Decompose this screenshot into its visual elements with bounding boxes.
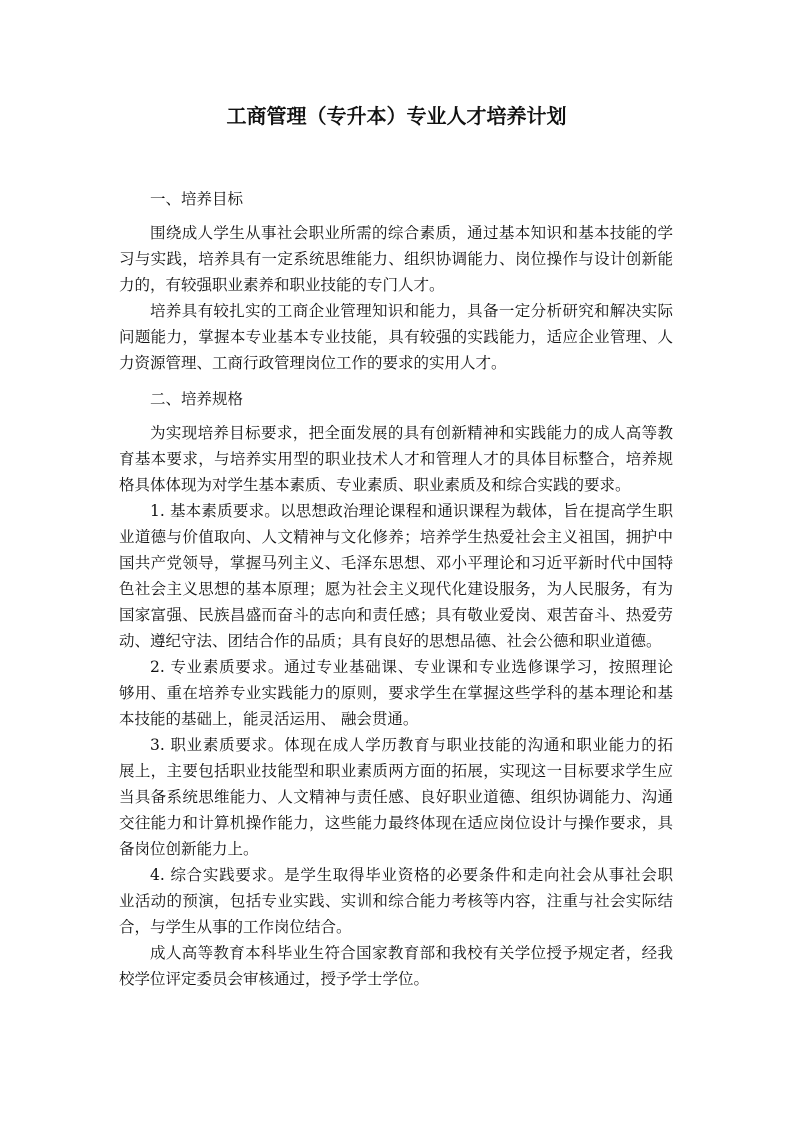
paragraph-line: 当具备系统思维能力、人文精神与责任感、良好职业道德、组织协调能力、沟通	[119, 788, 673, 806]
paragraph-line: 够用、重在培养专业实践能力的原则，要求学生在掌握这些学科的基本理论和基	[119, 684, 673, 702]
paragraph-line: 业道德与价值取向、人文精神与文化修养；培养学生热爱社会主义祖国，拥护中	[119, 528, 673, 546]
paragraph	[119, 654, 673, 732]
paragraph-line: 3. 职业素质要求。体现在成人学历教育与职业技能的沟通和职业能力的拓	[150, 736, 673, 754]
paragraph-line: 国家富强、民族昌盛而奋斗的志向和责任感；具有敬业爱岗、艰苦奋斗、热爱劳	[119, 606, 673, 624]
section-heading: 二、培养规格	[150, 390, 244, 408]
paragraph-line: 色社会主义思想的基本原理；愿为社会主义现代化建设服务，为人民服务，有为	[119, 580, 673, 598]
paragraph-line: 备岗位创新能力上。	[119, 840, 259, 858]
paragraph-line: 为实现培养目标要求，把全面发展的具有创新精神和实践能力的成人高等教	[150, 424, 673, 442]
paragraph-line: 力资源管理、工商行政管理岗位工作的要求的实用人才。	[119, 354, 507, 372]
paragraph	[119, 732, 673, 862]
paragraph-line: 成人高等教育本科毕业生符合国家教育部和我校有关学位授予规定者，经我	[150, 944, 673, 962]
section-heading: 一、培养目标	[150, 190, 244, 208]
paragraph-line: 2. 专业素质要求。通过专业基础课、专业课和专业选修课学习，按照理论	[150, 658, 673, 676]
paragraph	[119, 220, 673, 298]
paragraph	[119, 498, 673, 654]
paragraph-line: 业活动的预演，包括专业实践、实训和综合能力考核等内容，注重与社会实际结	[119, 892, 673, 910]
paragraph-line: 1. 基本素质要求。以思想政治理论课程和通识课程为载体，旨在提高学生职	[150, 502, 673, 520]
paragraph-line: 育基本要求，与培养实用型的职业技术人才和管理人才的具体目标整合，培养规	[119, 450, 673, 468]
document-title: 工商管理（专升本）专业人才培养计划	[226, 104, 567, 128]
paragraph-line: 力的，有较强职业素养和职业技能的专门人才。	[119, 276, 445, 294]
paragraph-line: 问题能力，掌握本专业基本专业技能，具有较强的实践能力，适应企业管理、人	[119, 328, 673, 346]
paragraph-line: 校学位评定委员会审核通过，授予学士学位。	[119, 970, 430, 988]
paragraph	[119, 862, 673, 940]
paragraph-line: 格具体体现为对学生基本素质、专业素质、职业素质及和综合实践的要求。	[119, 476, 631, 494]
paragraph-line: 动、遵纪守法、团结合作的品质；具有良好的思想品德、社会公德和职业道德。	[119, 632, 662, 650]
paragraph	[119, 940, 673, 992]
paragraph	[119, 420, 673, 498]
paragraph-line: 培养具有较扎实的工商企业管理知识和能力，具备一定分析研究和解决实际	[150, 302, 673, 320]
paragraph	[119, 298, 673, 376]
paragraph-line: 围绕成人学生从事社会职业所需的综合素质，通过基本知识和基本技能的学	[150, 224, 673, 242]
document-body	[119, 186, 673, 992]
paragraph-line: 合，与学生从事的工作岗位结合。	[119, 918, 352, 936]
paragraph-line: 交往能力和计算机操作能力，这些能力最终体现在适应岗位设计与操作要求，具	[119, 814, 673, 832]
paragraph-line: 国共产党领导，掌握马列主义、毛泽东思想、邓小平理论和习近平新时代中国特	[119, 554, 673, 572]
paragraph-line: 习与实践，培养具有一定系统思维能力、组织协调能力、岗位操作与设计创新能	[119, 250, 673, 268]
paragraph-line: 本技能的基础上，能灵活运用、 融会贯通。	[119, 710, 419, 728]
paragraph-line: 4. 综合实践要求。是学生取得毕业资格的必要条件和走向社会从事社会职	[150, 866, 673, 884]
paragraph-line: 展上，主要包括职业技能型和职业素质两方面的拓展，实现这一目标要求学生应	[119, 762, 673, 780]
